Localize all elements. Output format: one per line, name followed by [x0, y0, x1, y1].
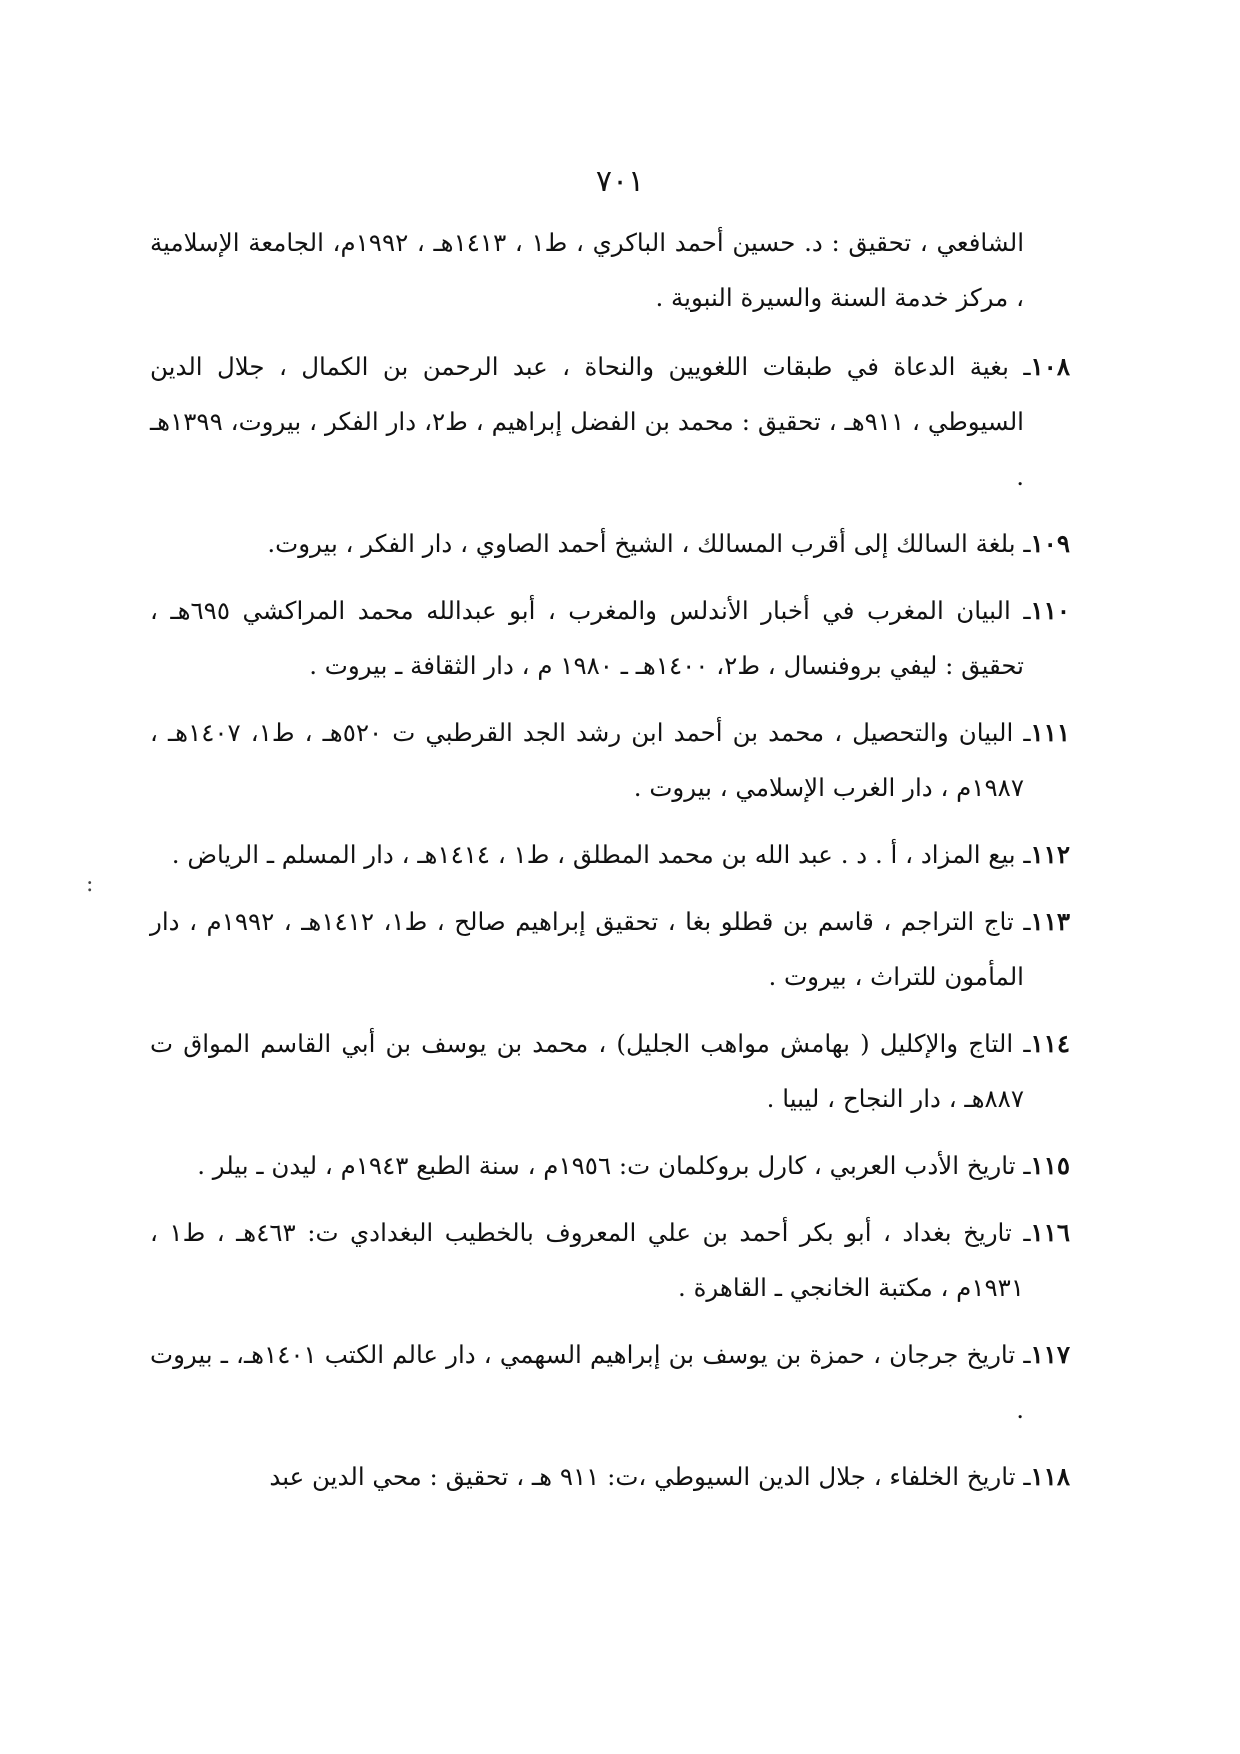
entry-text: ـ بيع المزاد ، أ . د . عبد الله بن محمد المطلق ، ط١ ، ١٤١٤هـ ، دار المسلم ـ الرياض .	[171, 840, 1031, 869]
entry-number: ١١٣	[1030, 907, 1071, 936]
entry-number: ١٠٨	[1030, 352, 1070, 381]
bibliography-entry-117	[150, 1327, 1070, 1437]
entry-number: ١١٧	[1030, 1340, 1070, 1369]
bibliography-entry-111	[150, 705, 1070, 815]
bibliography-entry-113	[150, 894, 1070, 1004]
bibliography-list	[150, 215, 1070, 1516]
entry-number: ١١٠	[1030, 596, 1070, 625]
entry-number: ١١٨	[1030, 1462, 1070, 1491]
entry-text: ـ بلغة السالك إلى أقرب المسالك ، الشيخ أحمد الصاوي ، دار الفكر ، بيروت.	[267, 529, 1031, 558]
entry-text: ـ البيان والتحصيل ، محمد بن أحمد ابن رشد الجد القرطبي ت ٥٢٠هـ ، ط١، ١٤٠٧هـ ، ١٩٨٧م ، دار الغرب الإسلامي ، بيروت .	[150, 718, 1031, 802]
page-number: ٧٠١	[595, 164, 645, 199]
entry-number: ١١٢	[1030, 840, 1070, 869]
entry-number: ١١٦	[1030, 1218, 1070, 1247]
entry-text: ـ تاريخ جرجان ، حمزة بن يوسف بن إبراهيم السهمي ، دار عالم الكتب ١٤٠١هـ، ـ بيروت .	[150, 1340, 1031, 1424]
entry-text: ـ تاريخ بغداد ، أبو بكر أحمد بن علي المعروف بالخطيب البغدادي ت: ٤٦٣هـ ، ط١ ، ١٩٣١م ، مكتبة الخانجي ـ القاهرة .	[150, 1218, 1031, 1302]
bibliography-entry-112	[150, 827, 1070, 882]
entry-text: ـ تاريخ الأدب العربي ، كارل بروكلمان ت: ١٩٥٦م ، سنة الطبع ١٩٤٣م ، ليدن ـ بيلر .	[197, 1151, 1031, 1180]
entry-number: ١١٥	[1030, 1151, 1070, 1180]
bibliography-entry-118	[150, 1449, 1070, 1504]
entry-number: ١١٤	[1030, 1029, 1070, 1058]
entry-text: ـ تاج التراجم ، قاسم بن قطلو بغا ، تحقيق إبراهيم صالح ، ط١، ١٤١٢هـ ، ١٩٩٢م ، دار المأمون للتراث ، بيروت .	[150, 907, 1031, 991]
bibliography-entry-116	[150, 1205, 1070, 1315]
bibliography-entry-continuation	[150, 215, 1070, 325]
entry-text: ـ البيان المغرب في أخبار الأندلس والمغرب ، أبو عبدالله محمد المراكشي ٦٩٥هـ ، تحقيق : ليفي بروفنسال ، ط٢، ١٤٠٠هـ ـ ١٩٨٠ م ، دار الثقافة ـ بيروت .	[150, 596, 1031, 680]
margin-mark: :	[86, 872, 94, 897]
bibliography-entry-110	[150, 583, 1070, 693]
entry-text: ـ بغية الدعاة في طبقات اللغويين والنحاة ، عبد الرحمن بن الكمال ، جلال الدين السيوطي ، ٩١١هـ ، تحقيق : محمد بن الفضل إبراهيم ، ط٢، دار الفكر ، بيروت، ١٣٩٩هـ .	[150, 352, 1031, 491]
bibliography-entry-109	[150, 516, 1070, 571]
bibliography-entry-115	[150, 1138, 1070, 1193]
entry-number: ١٠٩	[1030, 529, 1070, 558]
bibliography-entry-108	[150, 339, 1070, 504]
entry-text: الشافعي ، تحقيق : د. حسين أحمد الباكري ، ط١ ، ١٤١٣هـ ، ١٩٩٢م، الجامعة الإسلامية ، مركز خدمة السنة والسيرة النبوية .	[150, 228, 1024, 312]
entry-text: ـ تاريخ الخلفاء ، جلال الدين السيوطي ،ت: ٩١١ هـ ، تحقيق : محي الدين عبد	[269, 1462, 1031, 1491]
entry-text: ـ التاج والإكليل ( بهامش مواهب الجليل) ، محمد بن يوسف بن أبي القاسم المواق ت ٨٨٧هـ ، دار النجاح ، ليبيا .	[150, 1029, 1031, 1113]
entry-number: ١١١	[1030, 718, 1070, 747]
bibliography-entry-114	[150, 1016, 1070, 1126]
